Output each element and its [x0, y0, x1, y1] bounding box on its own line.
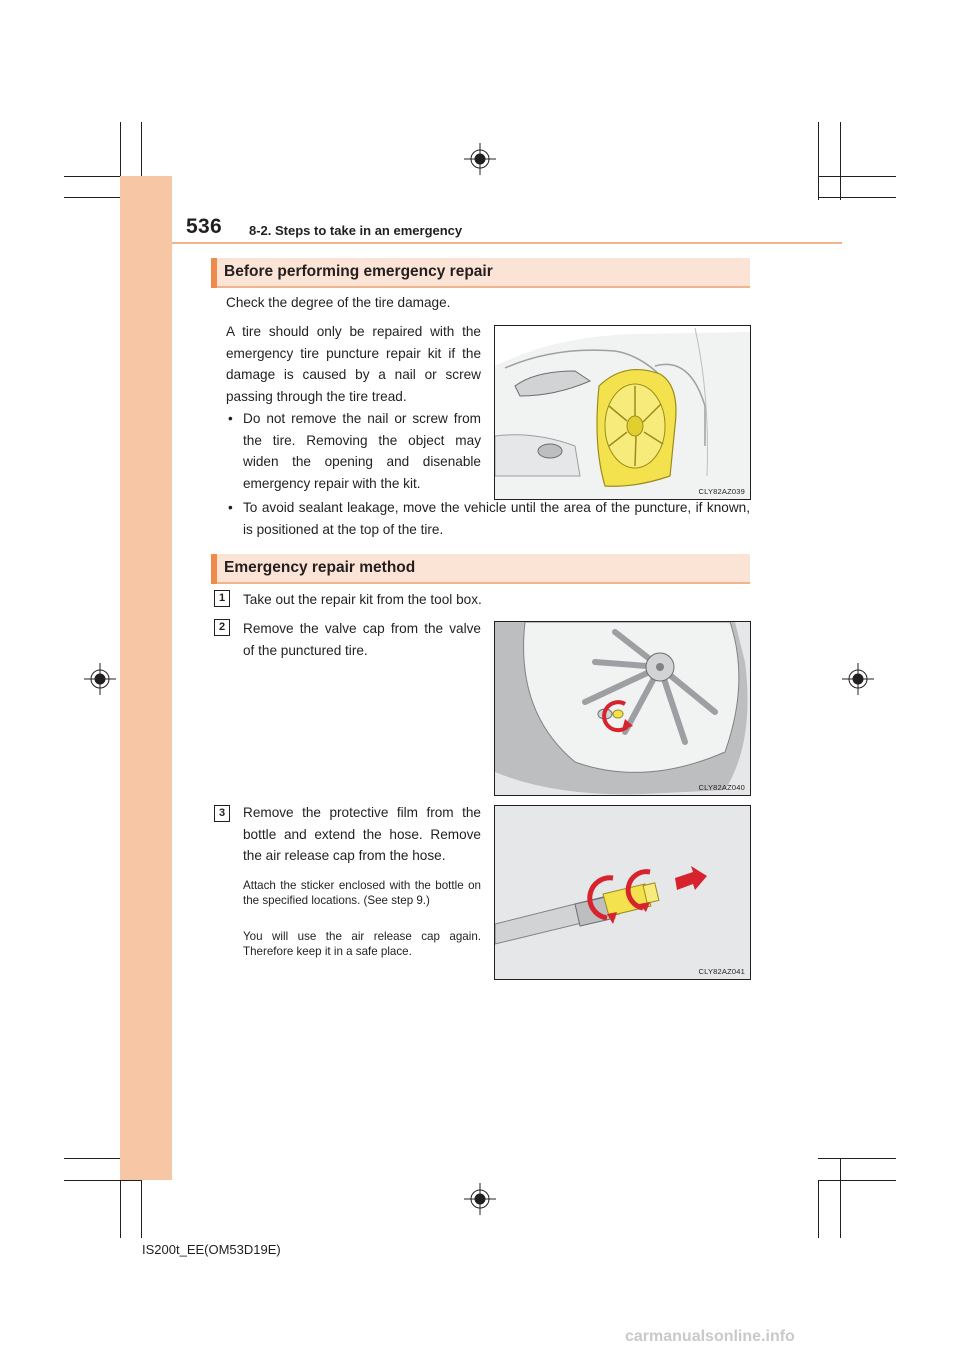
figure-code: CLY82AZ040 [698, 783, 745, 792]
heading-repair-method [211, 554, 750, 584]
heading-text: Before performing emergency repair [224, 263, 493, 280]
crop-mark [818, 1180, 896, 1181]
crop-mark [141, 1180, 142, 1238]
crop-mark [840, 122, 841, 200]
figure-code: CLY82AZ041 [698, 967, 745, 976]
crop-mark [818, 1180, 819, 1238]
step-text: Remove the valve cap from the valve of the punctured tire. [243, 621, 481, 658]
figure-valve-cap [494, 621, 751, 796]
footer-model-code: IS200t_EE(OM53D19E) [142, 1242, 281, 1257]
step-note: You will use the air release cap again. Therefore keep it in a safe place. [243, 930, 481, 958]
chapter-sidebar [120, 176, 172, 1180]
bullet-text: Do not remove the nail or screw from the tire. Removing the object may widen the opening and disenable emergency repair with the kit. [243, 411, 481, 491]
header-rule [172, 242, 842, 244]
step-number: 3 [214, 805, 230, 822]
registration-mark-icon [84, 663, 116, 695]
figure-hose-cap [494, 805, 751, 980]
figure-car-tire [494, 325, 751, 500]
heading-accent [211, 258, 217, 288]
crop-mark [818, 122, 819, 200]
hose-illustration [495, 806, 750, 979]
car-front-illustration [495, 326, 750, 499]
step-text: Take out the repair kit from the tool box. [243, 592, 482, 607]
crop-mark [818, 197, 896, 198]
figure-code: CLY82AZ039 [698, 487, 745, 496]
bullet-mark: • [228, 500, 233, 515]
registration-mark-icon [464, 143, 496, 175]
crop-mark [818, 176, 896, 177]
step-note: Attach the sticker enclosed with the bottle on the specified locations. (See step 9.) [243, 879, 481, 907]
heading-before-repair [211, 258, 750, 288]
step-number: 2 [214, 619, 230, 636]
wheel-valve-illustration [495, 622, 750, 795]
page-number: 536 [186, 215, 222, 238]
registration-mark-icon [464, 1183, 496, 1215]
step-text: Remove the protective film from the bottle and extend the hose. Remove the air release cap from the hose. [243, 805, 481, 864]
bullet-mark: • [228, 411, 233, 426]
crop-mark [64, 1180, 142, 1181]
intro-text: Check the degree of the tire damage. [226, 295, 451, 310]
heading-text: Emergency repair method [224, 559, 416, 576]
bullet-text: To avoid sealant leakage, move the vehicle until the area of the puncture, if known, is positioned at the top of the tire. [243, 500, 750, 537]
step-number: 1 [214, 590, 230, 607]
crop-mark [818, 1158, 896, 1159]
section-title: 8-2. Steps to take in an emergency [249, 223, 463, 238]
registration-mark-icon [842, 663, 874, 695]
heading-accent [211, 554, 217, 584]
crop-mark [840, 1158, 841, 1238]
watermark: carmanualsonline.info [625, 1328, 795, 1345]
paragraph: A tire should only be repaired with the emergency tire puncture repair kit if the damage is caused by a nail or screw passing through the tire tread. [226, 324, 481, 404]
